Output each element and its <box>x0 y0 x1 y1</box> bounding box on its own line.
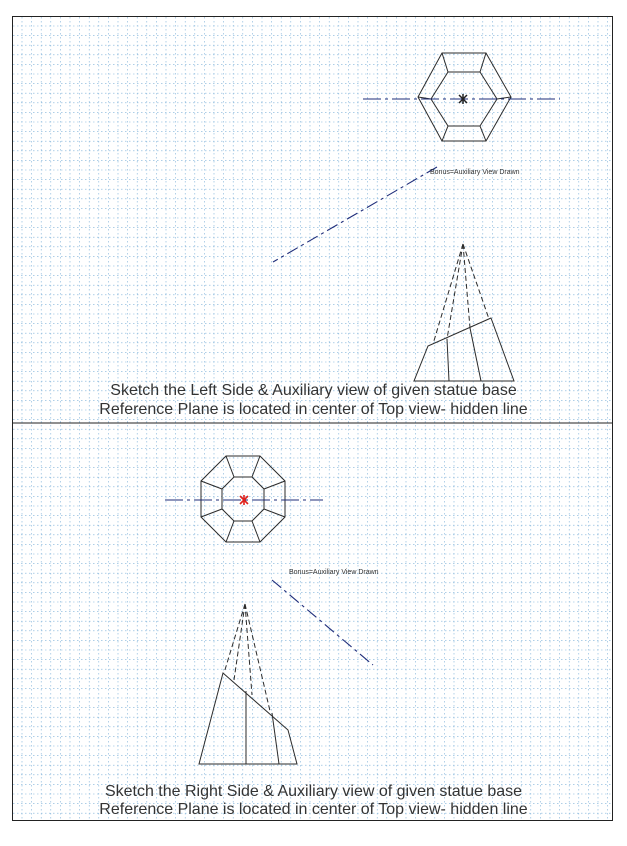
auxiliary-fold-line <box>273 167 437 262</box>
front-view-pyramid <box>199 604 297 764</box>
oct-edge <box>252 456 260 477</box>
hex-edge <box>442 126 448 141</box>
oct-edge <box>226 521 234 542</box>
instruction-line-2: Reference Plane is located in center of Top view- hidden line <box>99 801 528 818</box>
auxiliary-fold-line <box>272 580 373 665</box>
instruction-line-1: Sketch the Left Side & Auxiliary view of given statue base <box>110 382 517 399</box>
hidden-edge <box>433 244 463 344</box>
oct-edge <box>252 521 260 542</box>
bottom-exercise <box>165 456 373 764</box>
instruction-line-2: Reference Plane is located in center of Top view- hidden line <box>99 401 528 418</box>
hex-edge <box>442 53 448 72</box>
top-view-octagon <box>165 456 323 542</box>
instruction-line-1: Sketch the Right Side & Auxiliary view of given statue base <box>104 783 523 800</box>
bonus-label: Bonus=Auxiliary View Drawn <box>289 569 379 576</box>
frustum-edge <box>470 328 481 381</box>
hidden-edge <box>224 604 245 673</box>
hidden-edge <box>463 244 489 319</box>
front-view-pyramid <box>414 244 514 381</box>
top-exercise <box>273 53 560 381</box>
frustum-edge <box>447 339 449 381</box>
oct-edge <box>264 481 285 489</box>
hidden-edge <box>447 244 463 339</box>
hidden-edge <box>245 604 252 695</box>
top-view-hexagon <box>363 53 560 141</box>
hidden-edge <box>234 604 245 680</box>
hex-edge <box>480 126 486 141</box>
bonus-label: Bonus=Auxiliary View Drawn <box>430 169 520 176</box>
oct-edge <box>226 456 234 477</box>
